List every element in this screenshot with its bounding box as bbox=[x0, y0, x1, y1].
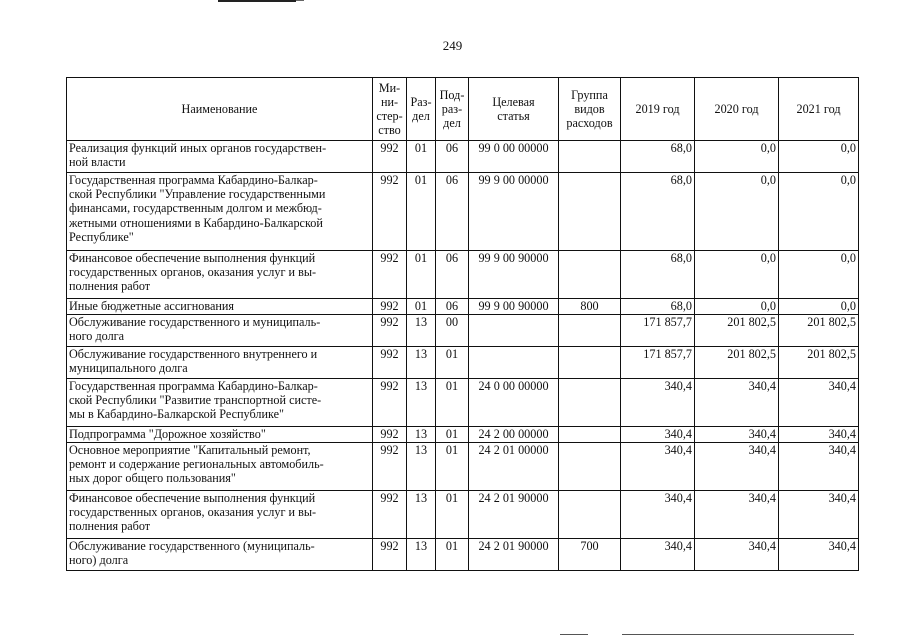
table-row bbox=[67, 315, 859, 347]
cell-expense-group bbox=[559, 347, 621, 379]
cell-name: Обслуживание государственного и муниципаль- ного долга bbox=[67, 315, 373, 347]
cell-name: Государственная программа Кабардино-Балкар- ской Республики "Управление государственными финансами, государственным долгом и межбюд- жетными отношениями в Кабардино-Балкарской Республике" bbox=[67, 173, 373, 251]
cell-target: 24 2 01 90000 bbox=[469, 539, 559, 571]
scan-artifact-top-small bbox=[296, 0, 304, 1]
cell-ministry: 992 bbox=[373, 299, 407, 315]
table-body bbox=[67, 141, 859, 571]
cell-section: 13 bbox=[407, 443, 436, 491]
cell-ministry: 992 bbox=[373, 315, 407, 347]
cell-target: 24 2 01 00000 bbox=[469, 443, 559, 491]
cell-subsection: 06 bbox=[436, 173, 469, 251]
cell-expense-group bbox=[559, 251, 621, 299]
cell-name: Государственная программа Кабардино-Балкар- ской Республики "Развитие транспортной систе- мы в Кабардино-Балкарской Республике" bbox=[67, 379, 373, 427]
scan-artifact-bottom-left bbox=[560, 634, 588, 635]
cell-subsection: 01 bbox=[436, 347, 469, 379]
cell-target bbox=[469, 347, 559, 379]
table-row bbox=[67, 427, 859, 443]
cell-ministry: 992 bbox=[373, 173, 407, 251]
cell-2019: 340,4 bbox=[621, 443, 695, 491]
cell-name: Подпрограмма "Дорожное хозяйство" bbox=[67, 427, 373, 443]
cell-2020: 0,0 bbox=[695, 299, 779, 315]
header-section: Раз- дел bbox=[407, 78, 436, 141]
table-row bbox=[67, 173, 859, 251]
cell-2019: 68,0 bbox=[621, 141, 695, 173]
cell-2020: 201 802,5 bbox=[695, 347, 779, 379]
cell-expense-group bbox=[559, 443, 621, 491]
cell-target: 99 9 00 00000 bbox=[469, 173, 559, 251]
header-subsection: Под- раз- дел bbox=[436, 78, 469, 141]
cell-section: 13 bbox=[407, 491, 436, 539]
cell-2021: 340,4 bbox=[779, 427, 859, 443]
cell-expense-group: 700 bbox=[559, 539, 621, 571]
cell-subsection: 01 bbox=[436, 427, 469, 443]
cell-2019: 68,0 bbox=[621, 299, 695, 315]
cell-expense-group bbox=[559, 141, 621, 173]
cell-ministry: 992 bbox=[373, 427, 407, 443]
header-expense-group: Группа видов расходов bbox=[559, 78, 621, 141]
cell-2020: 340,4 bbox=[695, 427, 779, 443]
cell-2019: 171 857,7 bbox=[621, 315, 695, 347]
table-row bbox=[67, 379, 859, 427]
cell-subsection: 01 bbox=[436, 379, 469, 427]
cell-2019: 68,0 bbox=[621, 251, 695, 299]
cell-2019: 171 857,7 bbox=[621, 347, 695, 379]
cell-2019: 340,4 bbox=[621, 491, 695, 539]
cell-target bbox=[469, 315, 559, 347]
scan-artifact-bottom-right bbox=[622, 634, 854, 635]
cell-expense-group bbox=[559, 315, 621, 347]
scan-artifact-top bbox=[218, 0, 296, 2]
cell-ministry: 992 bbox=[373, 379, 407, 427]
cell-name: Реализация функций иных органов государствен- ной власти bbox=[67, 141, 373, 173]
cell-subsection: 06 bbox=[436, 299, 469, 315]
cell-subsection: 01 bbox=[436, 443, 469, 491]
cell-2020: 0,0 bbox=[695, 173, 779, 251]
table-row bbox=[67, 141, 859, 173]
cell-2021: 201 802,5 bbox=[779, 315, 859, 347]
cell-section: 01 bbox=[407, 251, 436, 299]
cell-2020: 340,4 bbox=[695, 443, 779, 491]
cell-ministry: 992 bbox=[373, 347, 407, 379]
cell-2021: 340,4 bbox=[779, 491, 859, 539]
cell-section: 01 bbox=[407, 299, 436, 315]
cell-2020: 0,0 bbox=[695, 141, 779, 173]
cell-2019: 340,4 bbox=[621, 379, 695, 427]
cell-ministry: 992 bbox=[373, 141, 407, 173]
cell-2021: 0,0 bbox=[779, 299, 859, 315]
cell-section: 01 bbox=[407, 173, 436, 251]
cell-section: 13 bbox=[407, 347, 436, 379]
cell-2020: 340,4 bbox=[695, 491, 779, 539]
cell-ministry: 992 bbox=[373, 491, 407, 539]
cell-2021: 0,0 bbox=[779, 251, 859, 299]
header-ministry: Ми- ни- стер- ство bbox=[373, 78, 407, 141]
header-name: Наименование bbox=[67, 78, 373, 141]
cell-ministry: 992 bbox=[373, 539, 407, 571]
cell-2021: 340,4 bbox=[779, 443, 859, 491]
cell-target: 99 0 00 00000 bbox=[469, 141, 559, 173]
table-row bbox=[67, 539, 859, 571]
cell-name: Финансовое обеспечение выполнения функций государственных органов, оказания услуг и вы- полнения работ bbox=[67, 251, 373, 299]
cell-subsection: 01 bbox=[436, 539, 469, 571]
cell-section: 13 bbox=[407, 539, 436, 571]
cell-2020: 340,4 bbox=[695, 539, 779, 571]
table-row bbox=[67, 347, 859, 379]
cell-name: Обслуживание государственного (муниципаль- ного) долга bbox=[67, 539, 373, 571]
budget-table bbox=[66, 77, 859, 571]
cell-expense-group bbox=[559, 379, 621, 427]
cell-target: 24 0 00 00000 bbox=[469, 379, 559, 427]
page-number: 249 bbox=[442, 38, 463, 53]
table-row bbox=[67, 299, 859, 315]
cell-2021: 201 802,5 bbox=[779, 347, 859, 379]
cell-expense-group bbox=[559, 491, 621, 539]
cell-ministry: 992 bbox=[373, 443, 407, 491]
cell-section: 13 bbox=[407, 379, 436, 427]
cell-2021: 340,4 bbox=[779, 539, 859, 571]
cell-2021: 0,0 bbox=[779, 141, 859, 173]
header-2019: 2019 год bbox=[621, 78, 695, 141]
cell-target: 24 2 01 90000 bbox=[469, 491, 559, 539]
cell-name: Обслуживание государственного внутреннего и муниципального долга bbox=[67, 347, 373, 379]
cell-target: 99 9 00 90000 bbox=[469, 299, 559, 315]
cell-expense-group: 800 bbox=[559, 299, 621, 315]
cell-name: Иные бюджетные ассигнования bbox=[67, 299, 373, 315]
cell-2019: 340,4 bbox=[621, 539, 695, 571]
cell-2019: 68,0 bbox=[621, 173, 695, 251]
cell-name: Основное мероприятие "Капитальный ремонт, ремонт и содержание региональных автомобиль- ных дорог общего пользования" bbox=[67, 443, 373, 491]
cell-2020: 340,4 bbox=[695, 379, 779, 427]
cell-expense-group bbox=[559, 427, 621, 443]
table-row bbox=[67, 443, 859, 491]
cell-2021: 340,4 bbox=[779, 379, 859, 427]
header-2020: 2020 год bbox=[695, 78, 779, 141]
cell-2021: 0,0 bbox=[779, 173, 859, 251]
cell-target: 24 2 00 00000 bbox=[469, 427, 559, 443]
table-row bbox=[67, 251, 859, 299]
cell-subsection: 00 bbox=[436, 315, 469, 347]
cell-expense-group bbox=[559, 173, 621, 251]
cell-section: 13 bbox=[407, 427, 436, 443]
cell-subsection: 01 bbox=[436, 491, 469, 539]
header-target: Целевая статья bbox=[469, 78, 559, 141]
table-row bbox=[67, 491, 859, 539]
cell-2020: 201 802,5 bbox=[695, 315, 779, 347]
cell-2019: 340,4 bbox=[621, 427, 695, 443]
cell-ministry: 992 bbox=[373, 251, 407, 299]
cell-subsection: 06 bbox=[436, 251, 469, 299]
header-2021: 2021 год bbox=[779, 78, 859, 141]
table-header-row bbox=[67, 78, 859, 141]
cell-section: 13 bbox=[407, 315, 436, 347]
cell-name: Финансовое обеспечение выполнения функций государственных органов, оказания услуг и вы- полнения работ bbox=[67, 491, 373, 539]
cell-target: 99 9 00 90000 bbox=[469, 251, 559, 299]
cell-2020: 0,0 bbox=[695, 251, 779, 299]
cell-subsection: 06 bbox=[436, 141, 469, 173]
cell-section: 01 bbox=[407, 141, 436, 173]
